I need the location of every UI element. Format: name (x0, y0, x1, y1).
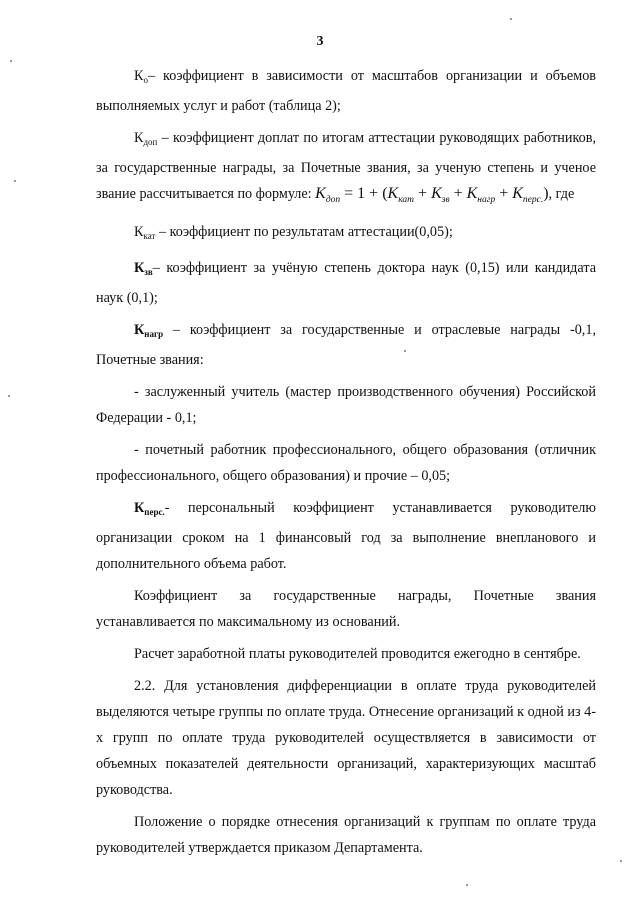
paragraph-text: – коэффициент по результатам аттестации(0,05); (155, 224, 453, 240)
coef-symbol: К (134, 68, 144, 84)
paragraph-k-dop (96, 125, 596, 213)
coef-symbol: К (134, 130, 144, 146)
coef-symbol: К (134, 224, 144, 240)
page-number: 3 (316, 34, 324, 49)
scan-speck (620, 860, 622, 862)
paragraph-list-item-2: - почетный работник профессионального, общего образования (отличник профессионального, общего образования) и прочие – 0,05; (96, 442, 596, 484)
paragraph-regulation: Положение о порядке отнесения организаций к группам по оплате труда руководителей утверждается приказом Департамента. (96, 814, 596, 856)
paragraph-k-zv (96, 255, 596, 311)
coef-subscript: доп (143, 137, 158, 147)
paragraph-salary-calc: Расчет заработной платы руководителей проводится ежегодно в сентябре. (134, 646, 581, 662)
scan-speck (14, 180, 16, 182)
coef-subscript: нагр (144, 329, 164, 339)
paragraph-awards-note: Коэффициент за государственные награды, Почетные звания устанавливается по максимальному из оснований. (96, 588, 596, 630)
formula: $K_{доп} = 1 + (K_{кат} + K_{зв} + K_{нагр} + K_{перс.})$ (315, 185, 549, 205)
coef-symbol: К (134, 500, 145, 516)
paragraph-text: – коэффициент за государственные и отраслевые награды -0,1, Почетные звания: (96, 322, 596, 368)
scan-speck (8, 395, 10, 397)
paragraph-k-pers (96, 495, 596, 577)
coef-symbol: К (134, 260, 145, 276)
coef-subscript: зв (144, 267, 153, 277)
coef-subscript: кат (143, 231, 156, 241)
scan-speck (466, 884, 468, 886)
scan-speck (510, 18, 512, 20)
coef-subscript: перс. (144, 507, 165, 517)
scan-speck (10, 60, 12, 62)
scan-speck (404, 350, 406, 352)
coef-subscript: о (143, 75, 148, 85)
paragraph-k-o (96, 63, 596, 119)
paragraph-section-2-2: 2.2. Для установления дифференциации в оплате труда руководителей выделяются четыре группы по оплате труда. Отнесение организаций к одной из 4-х групп по оплате труда руководителей осуществляется в зависимости от объемных показателей деятельности организаций, характеризующих масштаб руководства. (96, 678, 596, 798)
paragraph-text: – коэффициент за учёную степень доктора наук (0,15) или кандидата наук (0,1); (96, 260, 596, 306)
paragraph-k-kat (96, 219, 596, 249)
paragraph-k-nagr (96, 317, 596, 373)
page-body (96, 63, 596, 861)
formula-suffix: , где (548, 186, 575, 202)
paragraph-text: – коэффициент в зависимости от масштабов организации и объемов выполняемых услуг и работ (таблица 2); (96, 68, 596, 114)
paragraph-text: – коэффициент доплат по итогам аттестации руководящих работников, за государственные награды, за Почетные звания, за ученую степень и ученое звание рассчитывается по формуле: (96, 130, 596, 202)
coef-symbol: К (134, 322, 145, 338)
paragraph-text: - персональный коэффициент устанавливается руководителю организации сроком на 1 финансовый год за выполнение внепланового и дополнительного объема работ. (96, 500, 596, 572)
paragraph-list-item-1: - заслуженный учитель (мастер производственного обучения) Российской Федерации - 0,1; (96, 384, 596, 426)
